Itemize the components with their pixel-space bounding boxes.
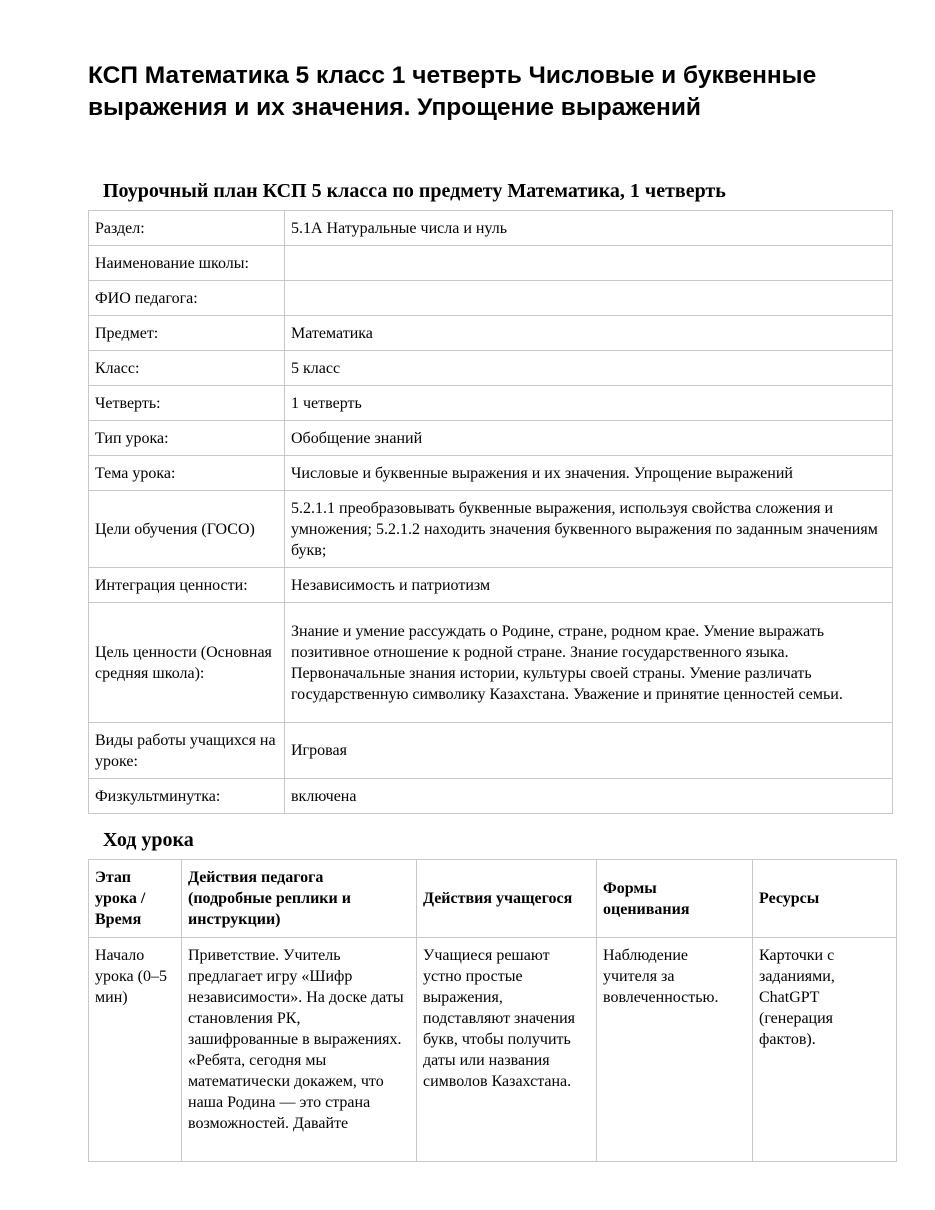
- row-label: Тип урока:: [89, 421, 285, 456]
- table-row: [89, 568, 893, 603]
- row-label: Предмет:: [89, 316, 285, 351]
- row-label: Тема урока:: [89, 456, 285, 491]
- row-label: ФИО педагога:: [89, 281, 285, 316]
- cell-stage: Начало урока (0–5 мин): [89, 938, 182, 1162]
- row-value: 5.2.1.1 преобразовывать буквенные выражения, используя свойства сложения и умножения; 5.2.1.2 находить значения буквенного выражения по заданным значениям букв;: [285, 491, 893, 568]
- table-row: [89, 421, 893, 456]
- row-label: Класс:: [89, 351, 285, 386]
- table-row: [89, 456, 893, 491]
- row-value: 1 четверть: [285, 386, 893, 421]
- document-title: КСП Математика 5 класс 1 четверть Числовые и буквенные выражения и их значения. Упрощение выражений: [88, 62, 817, 121]
- table-row: [89, 281, 893, 316]
- row-value: 5.1А Натуральные числа и нуль: [285, 211, 893, 246]
- row-label: Четверть:: [89, 386, 285, 421]
- table-row: [89, 211, 893, 246]
- column-header-teacher-actions: Действия педагога (подробные реплики и инструкции): [182, 860, 417, 938]
- row-value: 5 класс: [285, 351, 893, 386]
- table-row: [89, 779, 893, 814]
- table-row: [89, 938, 897, 1162]
- row-value: Обобщение знаний: [285, 421, 893, 456]
- row-value: Знание и умение рассуждать о Родине, стране, родном крае. Умение выражать позитивное отношение к родной стране. Знание государственного языка. Первоначальные знания истории, культуры своей страны. Умение различать государственную символику Казахстана. Уважение и принятие ценностей семьи.: [285, 603, 893, 723]
- column-header-student-actions: Действия учащегося: [417, 860, 597, 938]
- row-label: Цели обучения (ГОСО): [89, 491, 285, 568]
- row-label: Виды работы учащихся на уроке:: [89, 723, 285, 779]
- table-row: [89, 316, 893, 351]
- row-value: включена: [285, 779, 893, 814]
- column-header-resources: Ресурсы: [753, 860, 897, 938]
- row-value: Игровая: [285, 723, 893, 779]
- row-value: [285, 246, 893, 281]
- cell-assessment: Наблюдение учителя за вовлеченностью.: [597, 938, 753, 1162]
- table-row: [89, 603, 893, 723]
- row-value: [285, 281, 893, 316]
- table-row: [89, 246, 893, 281]
- plan-heading: Поурочный план КСП 5 класса по предмету Математика, 1 четверть: [103, 180, 726, 202]
- row-value: Независимость и патриотизм: [285, 568, 893, 603]
- cell-student-actions: Учащиеся решают устно простые выражения, подставляют значения букв, чтобы получить даты или названия символов Казахстана.: [417, 938, 597, 1162]
- table-header-row: [89, 860, 897, 938]
- column-header-assessment: Формы оценивания: [597, 860, 753, 938]
- row-label: Физкультминутка:: [89, 779, 285, 814]
- row-label: Раздел:: [89, 211, 285, 246]
- row-label: Цель ценности (Основная средняя школа):: [89, 603, 285, 723]
- lesson-flow-heading: Ход урока: [103, 829, 194, 851]
- cell-resources: Карточки с заданиями, ChatGPT (генерация фактов).: [753, 938, 897, 1162]
- lesson-flow-table: [88, 859, 897, 1162]
- cell-teacher-actions: Приветствие. Учитель предлагает игру «Шифр независимости». На доске даты становления РК, зашифрованные в выражениях. «Ребята, сегодня мы математически докажем, что наша Родина — это страна возможностей. Давайте: [182, 938, 417, 1162]
- row-value: Математика: [285, 316, 893, 351]
- lesson-info-table: [88, 210, 893, 814]
- row-value: Числовые и буквенные выражения и их значения. Упрощение выражений: [285, 456, 893, 491]
- row-label: Интеграция ценности:: [89, 568, 285, 603]
- table-row: [89, 386, 893, 421]
- column-header-stage: Этап урока / Время: [89, 860, 182, 938]
- table-row: [89, 723, 893, 779]
- row-label: Наименование школы:: [89, 246, 285, 281]
- table-row: [89, 491, 893, 568]
- table-row: [89, 351, 893, 386]
